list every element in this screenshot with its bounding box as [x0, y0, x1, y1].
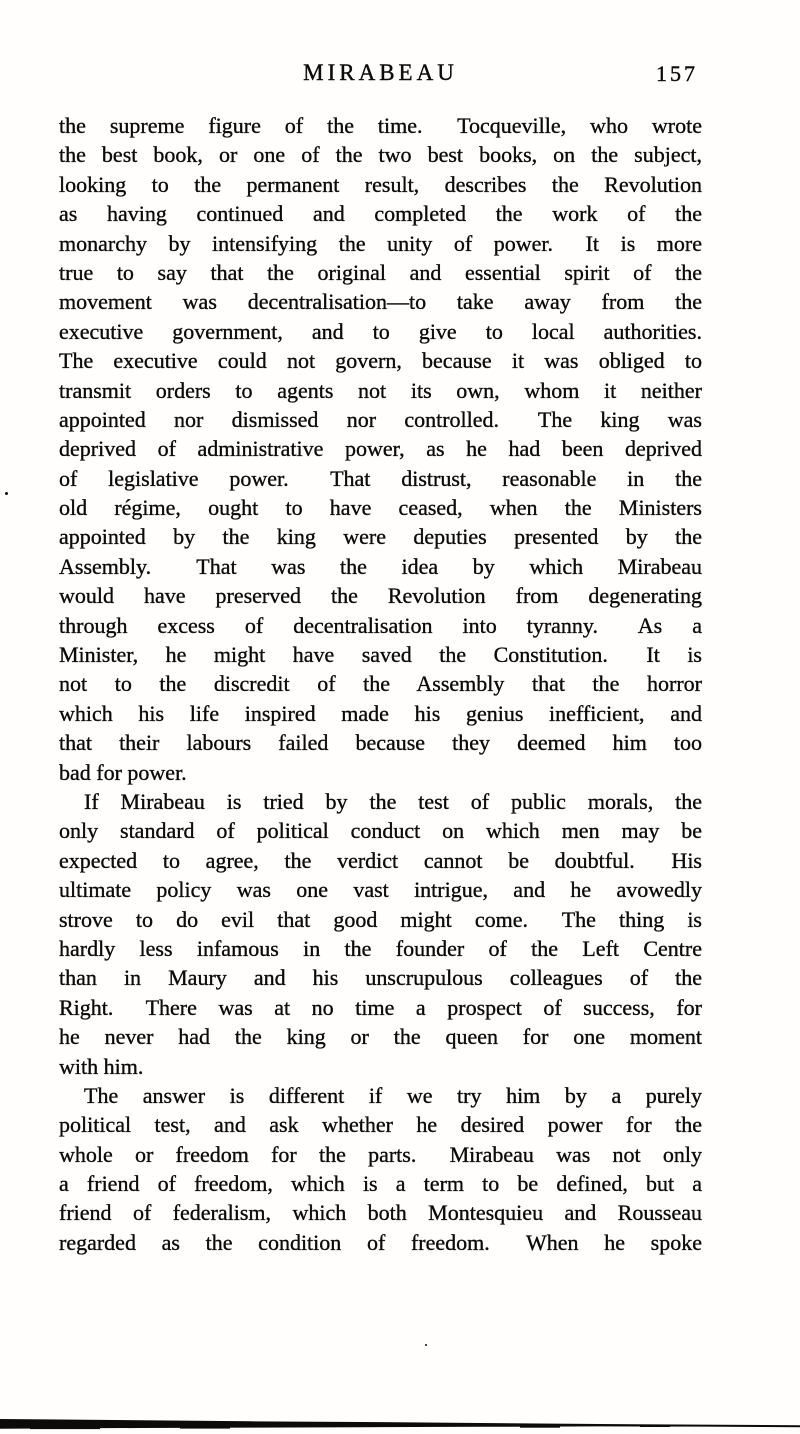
text-line: Right. There was at no time a prospect of success, for: [59, 994, 702, 1020]
text-line: regarded as the condition of freedom. When he spoke: [59, 1229, 702, 1255]
text-line: friend of federalism, which both Montesquieu and Rousseau: [59, 1200, 702, 1226]
text-line: monarchy by intensifying the unity of power. It is more: [59, 230, 702, 256]
text-line: than in Maury and his unscrupulous colleagues of the: [59, 965, 702, 991]
text-line: Minister, he might have saved the Constitution. It is: [59, 642, 702, 668]
text-line: hardly less infamous in the founder of the Left Centre: [59, 935, 702, 961]
text-line: The executive could not govern, because it was obliged to: [59, 348, 702, 374]
scan-speck: [5, 492, 8, 495]
text-block: [59, 111, 702, 1257]
text-line: a friend of freedom, which is a term to be defined, but a: [59, 1171, 702, 1197]
text-line: The answer is different if we try him by a purely: [84, 1082, 702, 1108]
text-line: old régime, ought to have ceased, when the Ministers: [59, 495, 702, 521]
text-line: the best book, or one of the two best books, on the subject,: [59, 142, 702, 168]
text-line: political test, and ask whether he desired power for the: [59, 1112, 702, 1138]
text-line: movement was decentralisation—to take away from the: [59, 289, 702, 315]
text-line: ultimate policy was one vast intrigue, and he avowedly: [59, 877, 702, 903]
text-line: strove to do evil that good might come. The thing is: [59, 906, 702, 932]
text-line: expected to agree, the verdict cannot be doubtful. His: [59, 847, 702, 873]
text-line: only standard of political conduct on which men may be: [59, 818, 702, 844]
text-line: that their labours failed because they deemed him too: [59, 730, 702, 756]
text-line: Assembly. That was the idea by which Mirabeau: [59, 553, 702, 579]
page-number: 157: [656, 61, 698, 86]
text-line: he never had the king or the queen for one moment: [59, 1024, 702, 1050]
text-line: true to say that the original and essential spirit of the: [59, 259, 702, 285]
running-header: [59, 60, 702, 90]
text-line: would have preserved the Revolution from degenerating: [59, 583, 702, 609]
text-line: transmit orders to agents not its own, whom it neither: [59, 377, 702, 403]
scan-artifact-bar: [0, 1394, 800, 1434]
text-line: If Mirabeau is tried by the test of public morals, the: [84, 788, 702, 814]
text-line: through excess of decentralisation into tyranny. As a: [59, 612, 702, 638]
text-line: appointed nor dismissed nor controlled. The king was: [59, 406, 702, 432]
text-line: whole or freedom for the parts. Mirabeau was not only: [59, 1141, 702, 1167]
text-line: the supreme figure of the time. Tocqueville, who wrote: [59, 113, 702, 138]
text-line: which his life inspired made his genius inefficient, and: [59, 700, 702, 726]
text-line: deprived of administrative power, as he had been deprived: [59, 436, 702, 462]
text-line: executive government, and to give to local authorities.: [59, 318, 702, 344]
text-line: not to the discredit of the Assembly that the horror: [59, 671, 702, 697]
text-line: looking to the permanent result, describes the Revolution: [59, 171, 702, 197]
text-line: bad for power.: [59, 759, 187, 785]
scan-speck: [425, 1344, 427, 1346]
text-line: with him.: [59, 1053, 144, 1079]
text-line: of legislative power. That distrust, reasonable in the: [59, 465, 702, 491]
text-line: appointed by the king were deputies presented by the: [59, 524, 702, 550]
text-line: as having continued and completed the work of the: [59, 201, 702, 227]
page-title: MIRABEAU: [303, 60, 458, 85]
